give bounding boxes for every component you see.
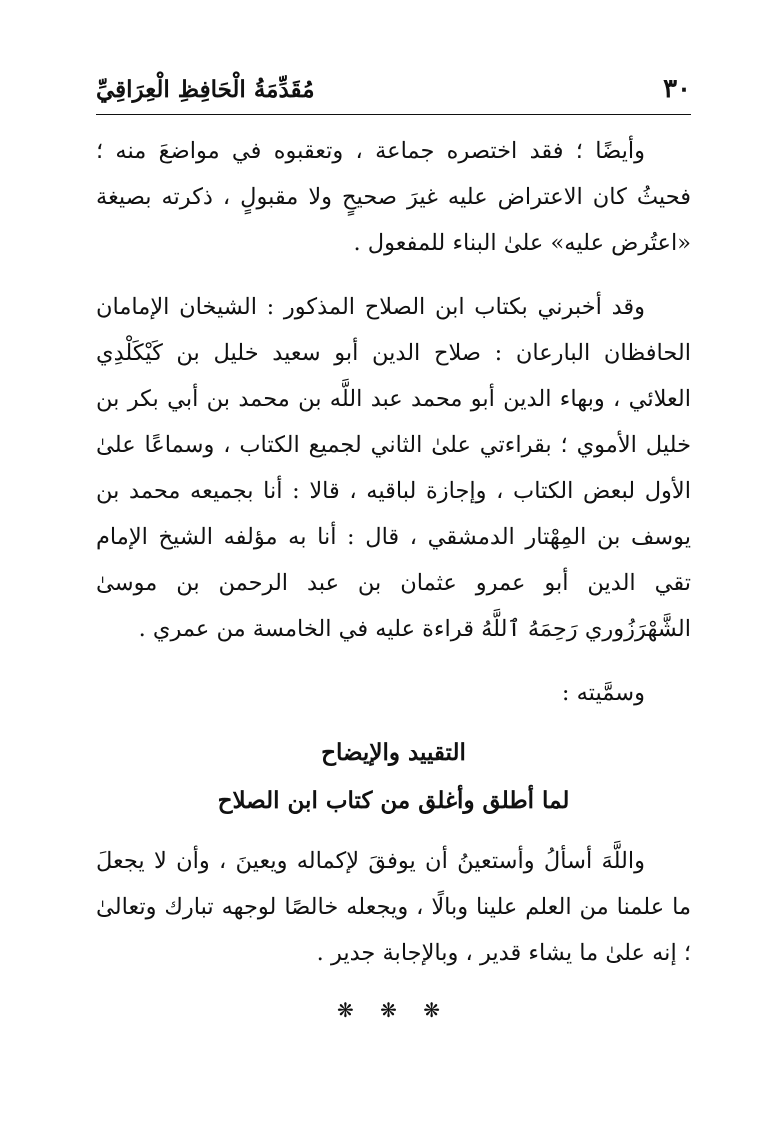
page-number: ٣٠	[663, 74, 691, 104]
paragraph-naming: وسمَّيته :	[561, 680, 645, 706]
book-title: التقييد والإيضاح	[321, 739, 466, 766]
book-subtitle: لما أطلق وأغلق من كتاب ابن الصلاح	[217, 787, 570, 814]
running-title: مُقَدِّمَةُ الْحَافِظِ الْعِرَاقِيِّ	[96, 76, 315, 103]
paragraph-chain-of-narration: وقد أخبرني بكتاب ابن الصلاح المذكور : الشيخان الإمامان الحافظان البارعان : صلاح الدين أبو سعيد خليل بن كَيْكَلْدِي العلائي ، وبهاء الدين أبو محمد عبد اللَّه بن محمد بن أبي بكر بن خليل الأموي ؛ بقراءتي علىٰ الثاني لجميع الكتاب ، وسماعًا علىٰ الأول لبعض الكتاب ، وإجازة لباقيه ، قالا : أنا بجميعه محمد بن يوسف بن المِهْتار الدمشقي ، قال : أنا به مؤلفه الشيخ الإمام تقي الدين أبو عمرو عثمان بن عبد الرحمن بن موسىٰ الشَّهْرَزُوري رَحِمَهُ ٱللَّهُ قراءة عليه في الخامسة من عمري .	[96, 294, 691, 642]
section-end-ornament: ❋ ❋ ❋	[337, 998, 450, 1022]
page-header	[96, 70, 691, 115]
paragraph-closing-prayer: واللَّهَ أسألُ وأستعينُ أن يوفقَ لإكماله ويعينَ ، وأن لا يجعلَ ما علمنا من العلم علينا وبالًا ، ويجعله خالصًا لوجهه تبارك وتعالىٰ ؛ إنه علىٰ ما يشاء قدير ، وبالإجابة جدير .	[96, 848, 691, 966]
page-body	[96, 128, 691, 1030]
paragraph-intro: وأيضًا ؛ فقد اختصره جماعة ، وتعقبوه في مواضعَ منه ؛ فحيثُ كان الاعتراض عليه غيرَ صحيحٍ ولا مقبولٍ ، ذكرته بصيغة «اعتُرض عليه» علىٰ البناء للمفعول .	[96, 138, 691, 256]
